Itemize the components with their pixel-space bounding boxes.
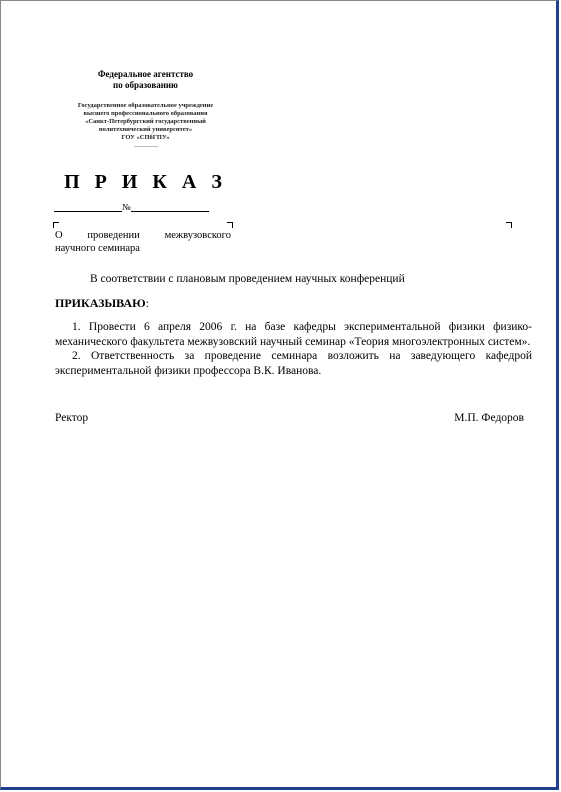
order-word: ПРИКАЗЫВАЮ <box>55 296 146 310</box>
agency-line-2: по образованию <box>113 80 178 90</box>
separator-rule <box>134 146 158 147</box>
margin-corner-mark <box>227 222 233 228</box>
order-items <box>55 320 532 378</box>
subject-line-2: научного семинара <box>55 243 140 254</box>
preamble: В соответствии с плановым проведением научных конференций <box>90 273 405 285</box>
institution-line: Государственное образовательное учреждение <box>77 102 214 109</box>
subject-word: межвузовского <box>164 230 231 241</box>
institution-line: высшего профессионального образования <box>83 110 208 117</box>
signatory-name: М.П. Федоров <box>454 412 524 424</box>
signature-block <box>55 412 524 424</box>
order-item: 1. Провести 6 апреля 2006 г. на базе кафедры экспериментальной физики физико-механического факультета межвузовский научный семинар «Теория многоэлектронных систем». <box>55 321 532 348</box>
letterhead <box>53 69 238 147</box>
number-sign: № <box>122 202 131 212</box>
margin-corner-mark <box>506 222 512 228</box>
signatory-position: Ректор <box>55 412 89 424</box>
institution-line: политехнический университет» <box>98 126 193 133</box>
institution-line: «Санкт-Петербургский государственный <box>85 118 206 125</box>
order-subject <box>55 229 231 255</box>
number-blank <box>131 203 209 212</box>
date-blank <box>54 203 122 212</box>
institution-line: ГОУ «СПбГПУ» <box>121 134 170 141</box>
agency-line-1: Федеральное агентство <box>97 69 194 79</box>
order-item: 2. Ответственность за проведение семинара возложить на заведующего кафедрой экспериментальной физики профессора В.К. Иванова. <box>55 350 532 377</box>
date-number-line <box>54 202 210 212</box>
document-title: П Р И К А З <box>64 171 227 193</box>
subject-word: О <box>55 230 63 241</box>
order-heading <box>55 296 149 311</box>
subject-word: проведении <box>87 230 140 241</box>
margin-corner-mark <box>53 222 59 228</box>
agency-name <box>53 69 238 91</box>
order-colon: : <box>145 296 149 310</box>
subject-line-1 <box>55 229 231 242</box>
institution-name <box>53 102 238 142</box>
